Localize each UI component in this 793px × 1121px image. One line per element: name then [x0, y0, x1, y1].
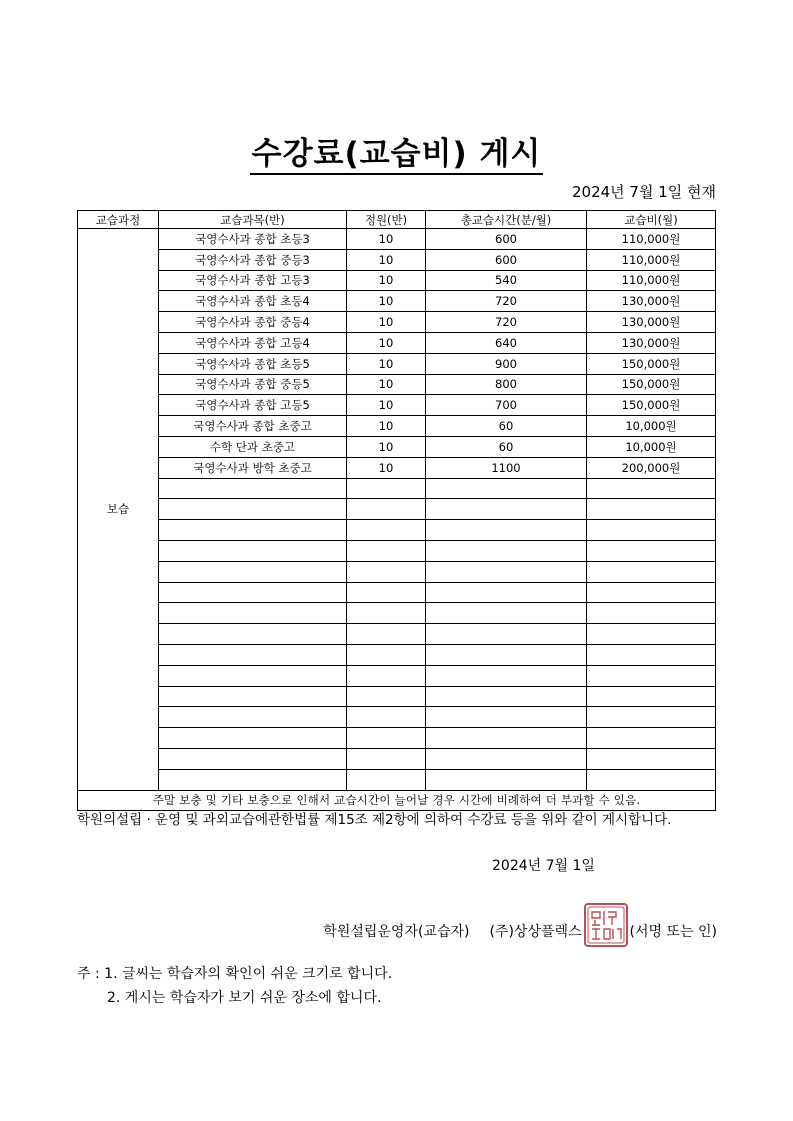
subject-cell: 수학 단과 초중고 [159, 436, 347, 457]
table-row [78, 478, 716, 499]
fee-cell: 10,000원 [587, 436, 716, 457]
table-row [78, 436, 716, 457]
note-1: 주 : 1. 글씨는 학습자의 확인이 쉬운 크기로 합니다. [77, 966, 393, 982]
operator-label: 학원설립운영자(교습자) [323, 924, 470, 940]
table-row [78, 395, 716, 416]
minutes-cell [426, 748, 587, 769]
subject-cell [159, 624, 347, 645]
subject-cell: 국영수사과 종합 초등5 [159, 353, 347, 374]
fee-cell [587, 520, 716, 541]
fee-table-body [78, 229, 716, 791]
header-course: 교습과정 [78, 211, 159, 229]
header-minutes: 총교습시간(분/월) [426, 211, 587, 229]
table-row [78, 748, 716, 769]
minutes-cell [426, 478, 587, 499]
fee-cell [587, 728, 716, 749]
minutes-cell [426, 769, 587, 790]
capacity-cell [347, 603, 426, 624]
minutes-cell [426, 728, 587, 749]
table-header-row [78, 211, 716, 229]
operator-line [323, 908, 717, 954]
minutes-cell: 60 [426, 416, 587, 437]
fee-cell [587, 644, 716, 665]
company-seal-icon [583, 902, 629, 948]
minutes-cell: 600 [426, 229, 587, 250]
table-row [78, 332, 716, 353]
minutes-cell [426, 561, 587, 582]
fee-cell: 150,000원 [587, 374, 716, 395]
subject-cell [159, 644, 347, 665]
minutes-cell: 60 [426, 436, 587, 457]
capacity-cell [347, 478, 426, 499]
subject-cell [159, 499, 347, 520]
minutes-cell [426, 603, 587, 624]
header-fee: 교습비(월) [587, 211, 716, 229]
fee-cell [587, 769, 716, 790]
table-row [78, 728, 716, 749]
minutes-cell: 720 [426, 312, 587, 333]
fee-cell [587, 686, 716, 707]
table-row [78, 665, 716, 686]
subject-cell: 국영수사과 종합 고등4 [159, 332, 347, 353]
table-row [78, 540, 716, 561]
subject-cell [159, 603, 347, 624]
table-row [78, 312, 716, 333]
fee-cell: 150,000원 [587, 353, 716, 374]
table-row [78, 270, 716, 291]
capacity-cell: 10 [347, 436, 426, 457]
minutes-cell: 1100 [426, 457, 587, 478]
table-row [78, 686, 716, 707]
subject-cell [159, 748, 347, 769]
capacity-cell: 10 [347, 395, 426, 416]
capacity-cell: 10 [347, 416, 426, 437]
subject-cell: 국영수사과 종합 고등5 [159, 395, 347, 416]
fee-cell [587, 624, 716, 645]
table-row [78, 499, 716, 520]
table-row [78, 769, 716, 790]
notes [77, 962, 392, 1010]
fee-cell [587, 582, 716, 603]
minutes-cell [426, 686, 587, 707]
fee-cell [587, 499, 716, 520]
capacity-cell: 10 [347, 457, 426, 478]
fee-cell [587, 707, 716, 728]
minutes-cell: 700 [426, 395, 587, 416]
course-cell: 보습 [78, 229, 159, 791]
subject-cell: 국영수사과 방학 초중고 [159, 457, 347, 478]
table-row [78, 520, 716, 541]
subject-cell [159, 728, 347, 749]
subject-cell: 국영수사과 종합 중등3 [159, 249, 347, 270]
page-title: 수강료(교습비) 게시 [0, 128, 793, 173]
table-row [78, 624, 716, 645]
fee-cell [587, 603, 716, 624]
as-of-date: 2024년 7월 1일 현재 [571, 183, 716, 201]
minutes-cell: 720 [426, 291, 587, 312]
table-row [78, 561, 716, 582]
capacity-cell [347, 686, 426, 707]
capacity-cell [347, 769, 426, 790]
capacity-cell: 10 [347, 374, 426, 395]
fee-cell: 130,000원 [587, 312, 716, 333]
minutes-cell [426, 499, 587, 520]
capacity-cell [347, 520, 426, 541]
table-row [78, 353, 716, 374]
subject-cell: 국영수사과 종합 고등3 [159, 270, 347, 291]
fee-cell [587, 540, 716, 561]
subject-cell [159, 561, 347, 582]
capacity-cell: 10 [347, 291, 426, 312]
table-row [78, 644, 716, 665]
minutes-cell [426, 624, 587, 645]
fee-table [77, 210, 716, 811]
table-row [78, 457, 716, 478]
minutes-cell [426, 644, 587, 665]
capacity-cell: 10 [347, 312, 426, 333]
fee-cell: 110,000원 [587, 270, 716, 291]
capacity-cell [347, 561, 426, 582]
subject-cell [159, 665, 347, 686]
table-row [78, 249, 716, 270]
capacity-cell: 10 [347, 270, 426, 291]
capacity-cell [347, 748, 426, 769]
fee-cell [587, 478, 716, 499]
subject-cell [159, 520, 347, 541]
capacity-cell [347, 499, 426, 520]
table-row [78, 582, 716, 603]
fee-cell: 130,000원 [587, 332, 716, 353]
capacity-cell [347, 665, 426, 686]
header-subject: 교습과목(반) [159, 211, 347, 229]
subject-cell [159, 478, 347, 499]
capacity-cell [347, 728, 426, 749]
fee-cell: 110,000원 [587, 229, 716, 250]
fee-cell: 110,000원 [587, 249, 716, 270]
capacity-cell: 10 [347, 249, 426, 270]
minutes-cell [426, 582, 587, 603]
fee-cell: 10,000원 [587, 416, 716, 437]
subject-cell [159, 769, 347, 790]
fee-cell: 150,000원 [587, 395, 716, 416]
table-row [78, 229, 716, 250]
minutes-cell: 640 [426, 332, 587, 353]
header-capacity: 정원(반) [347, 211, 426, 229]
legal-statement: 학원의설립 · 운영 및 과외교습에관한법률 제15조 제2항에 의하여 수강료 등을 위와 같이 게시합니다. [77, 812, 672, 828]
subject-cell [159, 707, 347, 728]
sign-label: (서명 또는 인) [629, 924, 717, 940]
minutes-cell [426, 520, 587, 541]
subject-cell: 국영수사과 종합 초등4 [159, 291, 347, 312]
table-row [78, 707, 716, 728]
table-row [78, 291, 716, 312]
minutes-cell: 600 [426, 249, 587, 270]
minutes-cell: 800 [426, 374, 587, 395]
minutes-cell: 900 [426, 353, 587, 374]
subject-cell [159, 540, 347, 561]
table-row [78, 416, 716, 437]
fee-cell: 200,000원 [587, 457, 716, 478]
subject-cell: 국영수사과 종합 중등5 [159, 374, 347, 395]
capacity-cell: 10 [347, 332, 426, 353]
minutes-cell: 540 [426, 270, 587, 291]
posting-date: 2024년 7월 1일 [492, 858, 595, 874]
capacity-cell [347, 582, 426, 603]
minutes-cell [426, 665, 587, 686]
fee-cell: 130,000원 [587, 291, 716, 312]
subject-cell: 국영수사과 종합 초등3 [159, 229, 347, 250]
table-row [78, 374, 716, 395]
subject-cell: 국영수사과 종합 초중고 [159, 416, 347, 437]
subject-cell: 국영수사과 종합 중등4 [159, 312, 347, 333]
minutes-cell [426, 540, 587, 561]
fee-cell [587, 748, 716, 769]
capacity-cell [347, 644, 426, 665]
fee-cell [587, 665, 716, 686]
subject-cell [159, 582, 347, 603]
operator-name: (주)상상플렉스 [489, 924, 582, 940]
capacity-cell: 10 [347, 229, 426, 250]
capacity-cell: 10 [347, 353, 426, 374]
subject-cell [159, 686, 347, 707]
capacity-cell [347, 624, 426, 645]
table-footnote: 주말 보충 및 기타 보충으로 인해서 교습시간이 늘어날 경우 시간에 비례하여 더 부과할 수 있음. [78, 790, 716, 811]
capacity-cell [347, 707, 426, 728]
capacity-cell [347, 540, 426, 561]
table-row [78, 603, 716, 624]
fee-cell [587, 561, 716, 582]
note-2: 2. 게시는 학습자가 보기 쉬운 장소에 합니다. [107, 990, 382, 1006]
minutes-cell [426, 707, 587, 728]
